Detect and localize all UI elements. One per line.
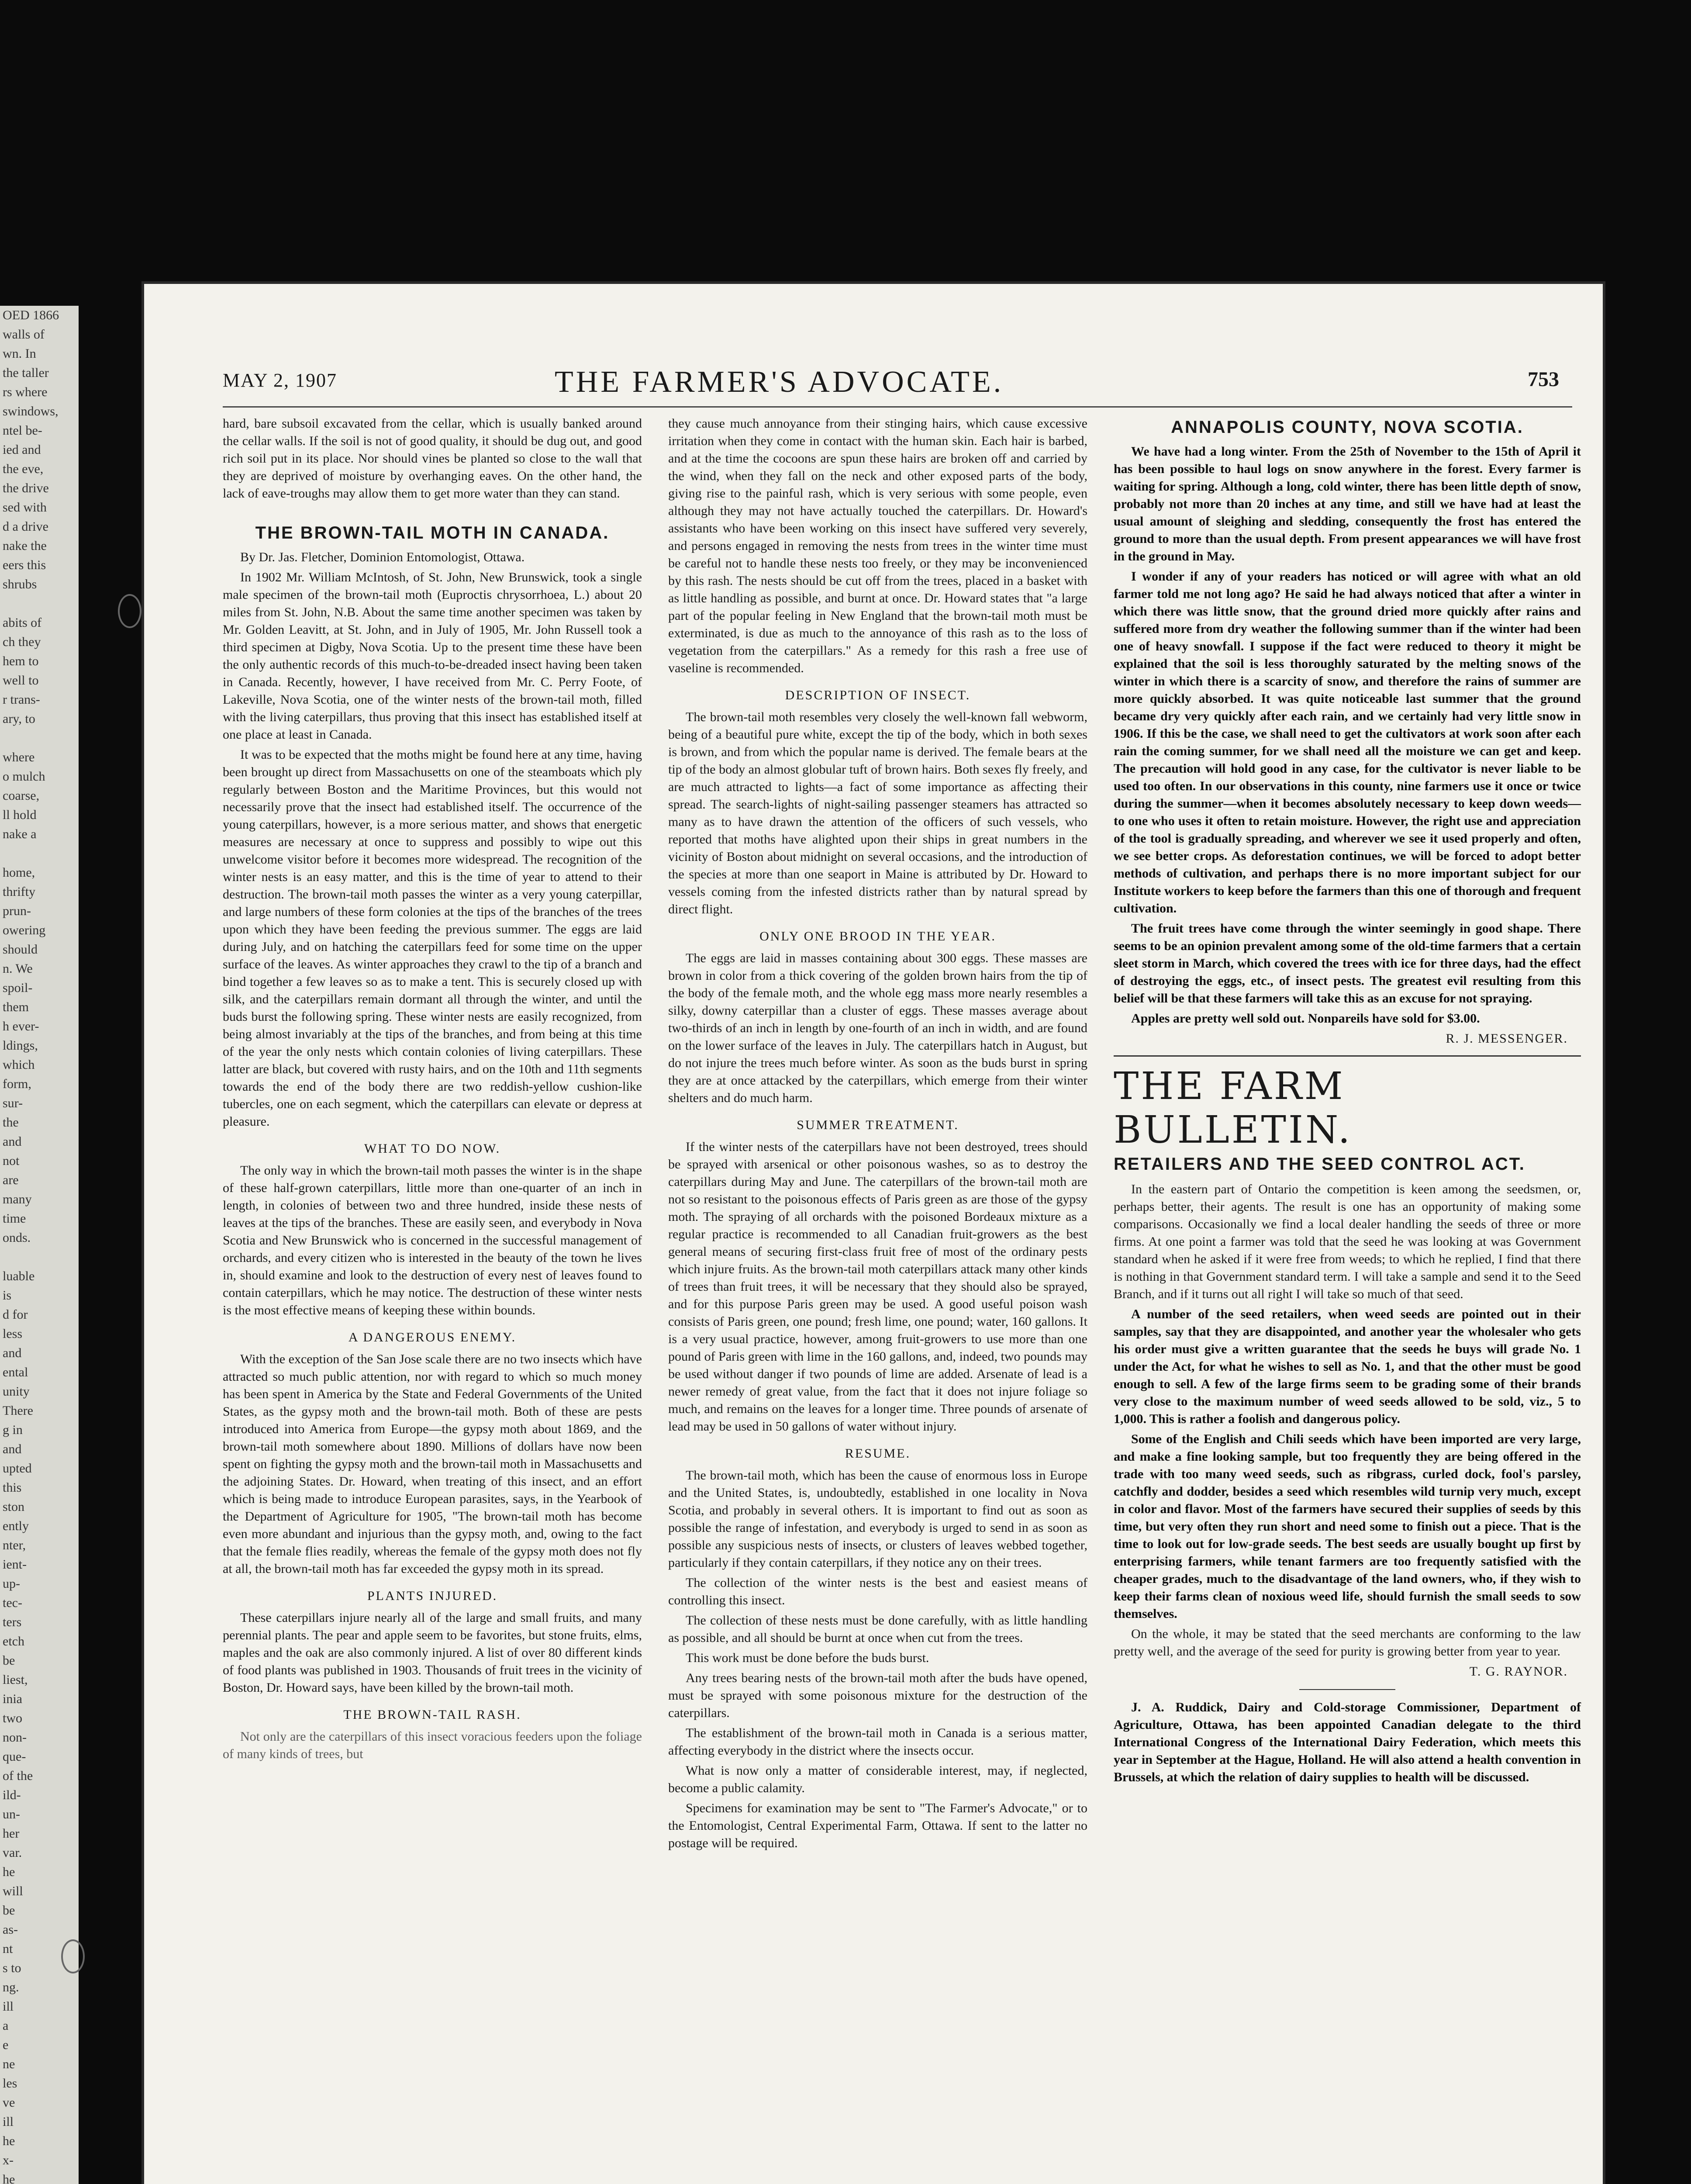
margin-fragment: tec- (3, 1596, 22, 1610)
margin-fragment: d a drive (3, 519, 48, 534)
paragraph: Specimens for examination may be sent to "The Farmer's Advocate," or to the Entomologist, Central Experimental Farm, Ottawa. If sent to the latter no postage will be required. (668, 1801, 1087, 1850)
margin-fragment: nter, (3, 1538, 26, 1552)
margin-fragment: the drive (3, 481, 49, 495)
binding-hole (118, 594, 141, 628)
paragraph: On the whole, it may be stated that the seed merchants are conforming to the law pretty well, and the average of the seed for purity is growing better from year to year. (1114, 1627, 1581, 1659)
margin-fragment: inia (3, 1692, 22, 1706)
margin-fragment: eers this (3, 558, 46, 572)
margin-fragment: will (3, 1884, 23, 1898)
margin-fragment: he (3, 2134, 15, 2148)
paragraph: The eggs are laid in masses containing about 300 eggs. These masses are brown in color from a thick covering of the golden brown hairs from the tip of the body of the female moth, and the whole egg mass more nearly resembles a silky, downy caterpillar than a cluster of eggs. These masses average about two-thirds of an inch in length by one-fourth of an inch in width, and are found on the lower surface of the leaves in July. The caterpillars hatch in August, but do not injure the trees much before winter. As soon as the buds burst in spring they are at once attacked by the caterpillars, which emerge from their winter shelters and do much harm. (668, 951, 1087, 1105)
margin-fragment: unity (3, 1384, 30, 1399)
adjacent-page-fragment (0, 306, 79, 2184)
margin-fragment: d for (3, 1307, 28, 1322)
margin-fragment: walls of (3, 327, 45, 342)
short-rule (1299, 1689, 1395, 1690)
margin-fragment: g in (3, 1423, 23, 1437)
paragraph: Any trees bearing nests of the brown-tail moth after the buds have opened, must be sprayed with some poisonous mixture for the destruction of the caterpillars. (668, 1671, 1087, 1720)
margin-fragment: ental (3, 1365, 28, 1379)
bulletin-subheading: RETAILERS AND THE SEED CONTROL ACT. (1114, 1154, 1525, 1174)
margin-fragment: ary, to (3, 712, 35, 726)
column-1 (223, 415, 642, 1766)
margin-fragment: les (3, 2076, 17, 2091)
margin-fragment (0, 594, 79, 613)
margin-fragment: sur- (3, 1096, 23, 1110)
paragraph: Apples are pretty well sold out. Nonpareils have sold for $3.00. (1131, 1011, 1480, 1026)
margin-fragment: many (3, 1192, 32, 1206)
margin-fragment: ng. (3, 1980, 19, 1994)
margin-fragment: There (3, 1403, 33, 1418)
paragraph: A number of the seed retailers, when weed seeds are pointed out in their samples, say that they are disappointed, and another year the wholesaler who gets his order must give a written guarantee that the seeds he buys will grade No. 1 under the Act, for what he wishes to sell as No. 1, and that the other must be good enough to sell. A few of the large firms seem to be grading some of their brands very close to the maximum number of weed seeds allowed to be sold, viz., 5 to 1,000. This is rather a foolish and dangerous policy. (1114, 1307, 1581, 1426)
subhead: RESUME. (845, 1446, 911, 1461)
margin-fragment: he (3, 1865, 15, 1879)
subhead: A DANGEROUS ENEMY. (348, 1330, 517, 1344)
margin-fragment: ve (3, 2095, 15, 2110)
signature-raynor: T. G. RAYNOR. (1469, 1664, 1568, 1679)
continued-paragraph: hard, bare subsoil excavated from the cellar, which is usually banked around the cellar walls. If the soil is not of good quality, it should be dug out, and good rich soil put in its place. Nor should vines be planted so close to the wall that they are deprived of moisture by overhanging eaves. On the other hand, the lack of eave-troughs may allow them to get more water than they can stand. (223, 416, 642, 501)
paragraph: J. A. Ruddick, Dairy and Cold-storage Commissioner, Department of Agriculture, Ottawa, has been appointed Canadian delegate to the third International Congress of the International Dairy Federation, which meets this year in September at the Hague, Holland. He will also attend a health convention in Brussels, at which the relation of dairy supplies to health will be discussed. (1114, 1700, 1581, 1784)
paragraph: It was to be expected that the moths might be found here at any time, having been brought up direct from Massachusetts on one of the steamboats which ply regularly between Boston and the Maritime Provinces, but this would not necessarily prove that the insect had established itself. The occurrence of the young caterpillars, however, is a more serious matter, and shows that energetic measures are necessary at once to suppress and possibly to wipe out this unwelcome visitor before it becomes more widespread. The recognition of the winter nests is an easy matter, and this is the time of year to attend to their destruction. The brown-tail moth passes the winter as a very young caterpillar, and large numbers of these form colonies at the tips of the branches of the trees upon which they have been feeding the previous summer. The eggs are laid during July, and on hatching the caterpillars feed for some time on the upper surface of the leaves. As winter approaches they crawl to the tip of a branch and bind together a few leaves so as to make a tent. This is securely closed up with silk, and the caterpillars remain dormant all through the winter, and until the buds burst the following spring. These winter nests are easily recognized, from being almost invariably at the tips of the branches, and from being at this time of the year the only nests which contain colonies of living caterpillars. These latter are black, but covered with rusty hairs, and on the 10th and 11th segments towards the end of the body there are two reddish-yellow cushion-like tubercles, one on each segment, which the caterpillars can elevate or depress at pleasure. (223, 747, 642, 1129)
subhead: SUMMER TREATMENT. (797, 1118, 959, 1132)
margin-fragment: ldings, (3, 1038, 38, 1053)
margin-fragment: hem to (3, 654, 39, 668)
margin-fragment: ient- (3, 1557, 27, 1572)
margin-fragment: shrubs (3, 577, 37, 591)
subhead: DESCRIPTION OF INSECT. (785, 688, 971, 702)
paragraph: In the eastern part of Ontario the competition is keen among the seedsmen, or, perhaps better, their agents. The result is one has an opportunity of making some comparisons. Occasionally we find a local dealer handling the seeds of three or more firms. At one point a farmer was told that the seed he was looking at was Government standard when he asked if it were free from weeds; to which he replied, I find that there is nothing in that Government standard term. I will take a sample and send it to the Seed Branch, and if it turns out all right I will take so much of that seed. (1114, 1182, 1581, 1301)
margin-fragment: wn. In (3, 346, 36, 361)
margin-fragment: are (3, 1173, 19, 1187)
margin-fragment: ill (3, 2115, 14, 2129)
paragraph: they cause much annoyance from their stinging hairs, which cause excessive irritation when they come in contact with the human skin. Each hair is barbed, and at the time the cocoons are spun these hairs are broken off and carried by the wind, when they fall on the neck and other exposed parts of the body, giving rise to the painful rash, which is very serious with some people, even although they may not have actually touched the caterpillars. Dr. Howard's assistants who have been working on this insect have suffered very severely, and persons engaged in removing the nests from trees in the winter time must be careful not to handle these nests too freely, or they may be inconvenienced by this rash. The nests should be cut off from the trees, placed in a basket with as little handling as possible, and burnt at once. Dr. Howard states that "a large part of the popular feeling in New England that the brown-tail moth must be exterminated, is due as much to the annoyance of this rash as to the loss of vegetation from the caterpillars." As a remedy for this rash a free use of vaseline is recommended. (668, 416, 1087, 675)
margin-fragment: them (3, 1000, 29, 1014)
paragraph: We have had a long winter. From the 25th of November to the 15th of April it has been possible to haul logs on snow anywhere in the forest. Every farmer is waiting for spring. Although a long, cold winter, there has been little depth of snow, probably not more than 20 inches at any time, and still we have had at least the usual amount of sleighing and sledding, consequently the frost has entered the ground to more than the usual depth. From present appearances we will have frost in the ground in May. (1114, 444, 1581, 563)
farm-bulletin-heading: THE FARM BULLETIN. (1114, 1064, 1353, 1152)
margin-fragment: nake the (3, 539, 47, 553)
margin-fragment: ne (3, 2057, 15, 2071)
paragraph: With the exception of the San Jose scale there are no two insects which have attracted so much public attention, nor with regard to which so much money has been spent in America by the State and Federal Governments of the United States, as the gypsy moth and the brown-tail moth. Both of these are pests introduced into America from Europe—the gypsy moth about 1869, and the brown-tail moth somewhere about 1890. Millions of dollars have now been spent on fighting the gypsy moth and the brown-tail moth in Massachusetts and the adjoining States. Dr. Howard, when treating of this insect, and an effort which is being made to introduce European parasites, says, in the Yearbook of the Department of Agriculture for 1905, "The brown-tail moth has become even more abundant and injurious than the gypsy moth, and, owing to the fact that the female flies readily, whereas the female of the gypsy moth does not fly at all, the brown-tail moth has far exceeded the gypsy moth in its spread. (223, 1352, 642, 1576)
subhead: ONLY ONE BROOD IN THE YEAR. (759, 929, 996, 943)
margin-fragment: ntel be- (3, 423, 42, 438)
page-header (223, 365, 1577, 404)
margin-fragment: etch (3, 1634, 24, 1648)
column-3 (1114, 415, 1581, 1789)
margin-fragment: rs where (3, 385, 48, 399)
margin-fragment: s to (3, 1961, 21, 1975)
binding-hole (61, 1939, 85, 1973)
margin-fragment: up- (3, 1576, 20, 1591)
margin-fragment: be (3, 1903, 15, 1918)
margin-fragment: ters (3, 1615, 22, 1629)
margin-fragment: and (3, 1346, 22, 1360)
newspaper-page (144, 284, 1603, 2184)
signature-messenger: R. J. MESSENGER. (1446, 1031, 1568, 1046)
paragraph: The collection of the winter nests is the best and easiest means of controlling this insect. (668, 1576, 1087, 1607)
article-title-brown-tail-moth: THE BROWN-TAIL MOTH IN CANADA. (255, 523, 610, 543)
margin-fragment: var. (3, 1845, 22, 1860)
subhead: PLANTS INJURED. (367, 1589, 498, 1603)
margin-fragment (0, 729, 79, 748)
margin-fragment (0, 844, 79, 863)
margin-fragment: the eve, (3, 462, 44, 476)
paragraph: If the winter nests of the caterpillars have not been destroyed, trees should be sprayed with arsenical or other poisonous washes, so as to destroy the caterpillars during May and June. The caterpillars of the brown-tail moth are not so resistant to the poisonous effects of Paris green as are those of the gypsy moth. The spraying of all orchards with the poisoned Bordeaux mixture as a regular practice is recommended to all Canadian fruit-growers as the best general means of securing first-class fruit free of most of the ordinary pests which injure fruits. As the brown-tail moth caterpillars attack many other kinds of trees than fruit trees, it will be necessary that they should also be sprayed, and for this purpose Paris green may be used. A good useful poison wash consists of Paris green, one pound; fresh lime, one pound; water, 160 gallons. It is a very usual practice, however, among fruit-growers to use more than one pound of Paris green with lime in the 160 gallons, and, indeed, two pounds may be used without danger if two pounds of lime are added. Arsenate of lead is a newer remedy of great value, from the fact that it does not injure foliage so much, and remains on the leaves for a longer time. Three pounds of arsenate of lead may be used in 50 gallons of water without injury. (668, 1140, 1087, 1434)
margin-fragment: x- (3, 2153, 14, 2167)
margin-fragment: onds. (3, 1230, 31, 1245)
margin-fragment: the taller (3, 366, 49, 380)
paragraph: Not only are the caterpillars of this insect voracious feeders upon the foliage of many kinds of trees, but (223, 1729, 642, 1761)
margin-fragment: and (3, 1134, 22, 1149)
margin-fragment: not (3, 1154, 20, 1168)
margin-fragment: and (3, 1442, 22, 1456)
paragraph: I wonder if any of your readers has noticed or will agree with what an old farmer told me not long ago? He said he had always noticed that after a winter in which there was little snow, that the ground dried more quickly after rains and suffered more from dry weather the following summer than if the winter had been one of heavy snowfall. I suppose if the fact were reduced to theory it might be explained that the soil is less thoroughly saturated by the melting snows of the winter in which there is a scarcity of snow, and therefore the rains of summer are more quickly absorbed. It was quite noticeable last summer that the ground became dry very quickly after each rain, and we certainly had very little snow in 1906. If this be the case, we shall need to get the cultivators at work soon after each rain the coming summer, for we shall need all the moisture we can get and keep. The precaution will hold good in any case, for the cultivator is never liable to be used too often. In our observations in this county, nine farmers use it once or twice during the summer—when it becomes absolutely necessary to keep down weeds—to one who uses it often to retain moisture. However, the right use and appreciation of the tool is gradually spreading, and wherever we see it used properly and often, we see better crops. As deforestation continues, we will be forced to adopt better methods of cultivation, and perhaps there is no more important subject for our Institute workers to keep before the farmers than this one of thorough and frequent cultivation. (1114, 569, 1581, 916)
masthead-title: THE FARMER'S ADVOCATE. (555, 365, 1004, 399)
paragraph: The brown-tail moth, which has been the cause of enormous loss in Europe and the United States, is, undoubtedly, established in one locality in Nova Scotia, and probably in several others. It is important to find out as soon as possible the range of infestation, and everybody is urged to send in as soon as possible any suspicious nests of insects, or clusters of leaves webbed together, particularly if they contain caterpillars, if they notice any on their trees. (668, 1468, 1087, 1570)
margin-fragment: prun- (3, 904, 31, 918)
paragraph: The only way in which the brown-tail moth passes the winter is in the shape of these half-grown caterpillars, little more than one-quarter of an inch in length, in colonies of between two and three hundred, inside these nests of leaves at the tips of the branches. These are easily seen, and everybody in Nova Scotia and New Brunswick who is concerned in the successful management of orchards, and every citizen who is interested in the beauty of the town he lives in, should examine and look to the destruction of every nest of leaves found to contain caterpillars, which he may notice. The destruction of these winter nests is the most effective means of keeping these within bounds. (223, 1163, 642, 1317)
margin-fragment: spoil- (3, 981, 33, 995)
margin-fragment: swindows, (3, 404, 59, 418)
paragraph: The collection of these nests must be done carefully, with as little handling as possible, and all should be burnt at once when cut from the trees. (668, 1613, 1087, 1645)
margin-fragment: should (3, 942, 38, 957)
margin-fragment: as- (3, 1922, 18, 1937)
margin-fragment: time (3, 1211, 26, 1226)
margin-fragment: ch they (3, 635, 41, 649)
margin-fragment: of the (3, 1769, 33, 1783)
paragraph: What is now only a matter of considerable interest, may, if neglected, become a public calamity. (668, 1763, 1087, 1795)
paragraph: These caterpillars injure nearly all of the large and small fruits, and many perennial plants. The pear and apple seem to be favorites, but stone fruits, elms, maples and the oak are also commonly injured. A list of over 80 different kinds of food plants was published in 1903. Thousands of fruit trees in the vicinity of Boston, Dr. Howard says, have been killed by the brown-tail moth. (223, 1610, 642, 1695)
margin-fragment: where (3, 750, 35, 764)
margin-fragment: n. We (3, 961, 33, 976)
margin-fragment: two (3, 1711, 22, 1725)
paragraph: The establishment of the brown-tail moth in Canada is a serious matter, affecting everybody in the district where the insects occur. (668, 1726, 1087, 1758)
margin-fragment: well to (3, 673, 39, 688)
margin-fragment (0, 1248, 79, 1267)
margin-fragment: que- (3, 1749, 26, 1764)
margin-fragment: nt (3, 1942, 13, 1956)
margin-fragment: form, (3, 1077, 31, 1091)
margin-fragment: be (3, 1653, 15, 1668)
paragraph: Some of the English and Chili seeds which have been imported are very large, and make a fine looking sample, but too frequently they are being offered in the trade with too many weed seeds, such as ribgrass, curled dock, fool's parsley, catchfly and dodder, besides a seed which resembles wild turnip very much, except in color and flavor. Most of the farmers have secured their supplies of seeds by this time, but very often they run short and need some to finish out a piece. That is the time to look out for low-grade seeds. The best seeds are usually bought up first by enterprising farmers, while tenant farmers are too frequently satisfied with the cheaper grades, much to the disadvantage of the land owners, who, if they wish to keep their farms clean of noxious weed life, should furnish the small seeds to sow themselves. (1114, 1432, 1581, 1621)
article-title-annapolis: ANNAPOLIS COUNTY, NOVA SCOTIA. (1171, 418, 1524, 437)
byline: By Dr. Jas. Fletcher, Dominion Entomologist, Ottawa. (240, 550, 525, 564)
margin-fragment: ently (3, 1519, 29, 1533)
margin-fragment: h ever- (3, 1019, 39, 1033)
margin-fragment: un- (3, 1807, 20, 1821)
margin-fragment: ild- (3, 1788, 21, 1802)
margin-fragment: he (3, 2172, 15, 2184)
margin-fragment: liest, (3, 1673, 28, 1687)
margin-fragment: ll hold (3, 808, 37, 822)
margin-fragment: owering (3, 923, 46, 937)
margin-fragment: e (3, 2038, 9, 2052)
paragraph: The fruit trees have come through the winter seemingly in good shape. There seems to be an opinion prevalent among some of the old-time farmers that a certain sleet storm in March, which covered the trees with ice for three days, had the effect of destroying the eggs, etc., of insect pests. The greatest evil resulting from this belief will be that these farmers will take this as an excuse for not spraying. (1114, 921, 1581, 1006)
margin-fragment: less (3, 1327, 22, 1341)
margin-fragment: nake a (3, 827, 37, 841)
margin-fragment: o mulch (3, 769, 45, 784)
margin-fragment: ill (3, 1999, 14, 2014)
margin-fragment: upted (3, 1461, 32, 1476)
margin-fragment: non- (3, 1730, 27, 1745)
subhead: THE BROWN-TAIL RASH. (343, 1707, 521, 1722)
margin-fragment: which (3, 1057, 35, 1072)
margin-fragment: this (3, 1480, 22, 1495)
page-number: 753 (1528, 368, 1559, 391)
paragraph: This work must be done before the buds burst. (686, 1651, 929, 1665)
margin-fragment: coarse, (3, 788, 40, 803)
paragraph: In 1902 Mr. William McIntosh, of St. John, New Brunswick, took a single male specimen of the brown-tail moth (Euproctis chrysorrhoea, L.) about 20 miles from St. John, N.B. About the same time another specimen was taken by Mr. Golden Leavitt, at St. John, and in July of 1905, Mr. John Russell took a third specimen at Digby, Nova Scotia. Up to the present time these have been the only authentic records of this much-to-be-dreaded insect having been taken in Canada. Recently, however, I have received from Mr. C. Perry Foote, of Lakeville, Nova Scotia, one of the winter nests of the brown-tail moth, filled with the living caterpillars, thus proving that this insect has established itself at one place at least in Canada. (223, 570, 642, 742)
section-rule (1114, 1055, 1581, 1057)
header-rule (223, 406, 1572, 408)
column-2 (668, 415, 1087, 1855)
margin-fragment: is (3, 1288, 12, 1303)
margin-fragment: home, (3, 865, 35, 880)
margin-fragment: r trans- (3, 692, 40, 707)
margin-fragment: ston (3, 1500, 25, 1514)
margin-fragment: ied and (3, 442, 41, 457)
subhead: WHAT TO DO NOW. (364, 1141, 501, 1156)
margin-fragment: thrifty (3, 885, 35, 899)
paragraph: The brown-tail moth resembles very closely the well-known fall webworm, being of a beautiful pure white, except the tip of the body, which in both sexes is brown, and from which the popular name is derived. The female bears at the tip of the body an almost globular tuft of brown hairs. Both sexes fly freely, and are much attracted to lights—a fact of some importance as affecting their spread. The search-lights of night-sailing passenger steamers has attracted so many as to have drawn the attention of the officers of such vessels, who reported that moths have alighted upon their ships in great numbers in the vicinity of Boston about midnight on several occasions, and the introduction of the species at more than one seaport in Maine is attributed by Dr. Howard to vessels coming from the infested districts rather than by natural spread by direct flight. (668, 710, 1087, 916)
margin-fragment: OED 1866 (3, 308, 59, 322)
margin-fragment: the (3, 1115, 19, 1130)
issue-date: MAY 2, 1907 (223, 370, 338, 391)
margin-fragment: her (3, 1826, 20, 1841)
margin-fragment: luable (3, 1269, 35, 1283)
margin-fragment: a (3, 2018, 9, 2033)
margin-fragment: abits of (3, 615, 42, 630)
margin-fragment: sed with (3, 500, 47, 515)
